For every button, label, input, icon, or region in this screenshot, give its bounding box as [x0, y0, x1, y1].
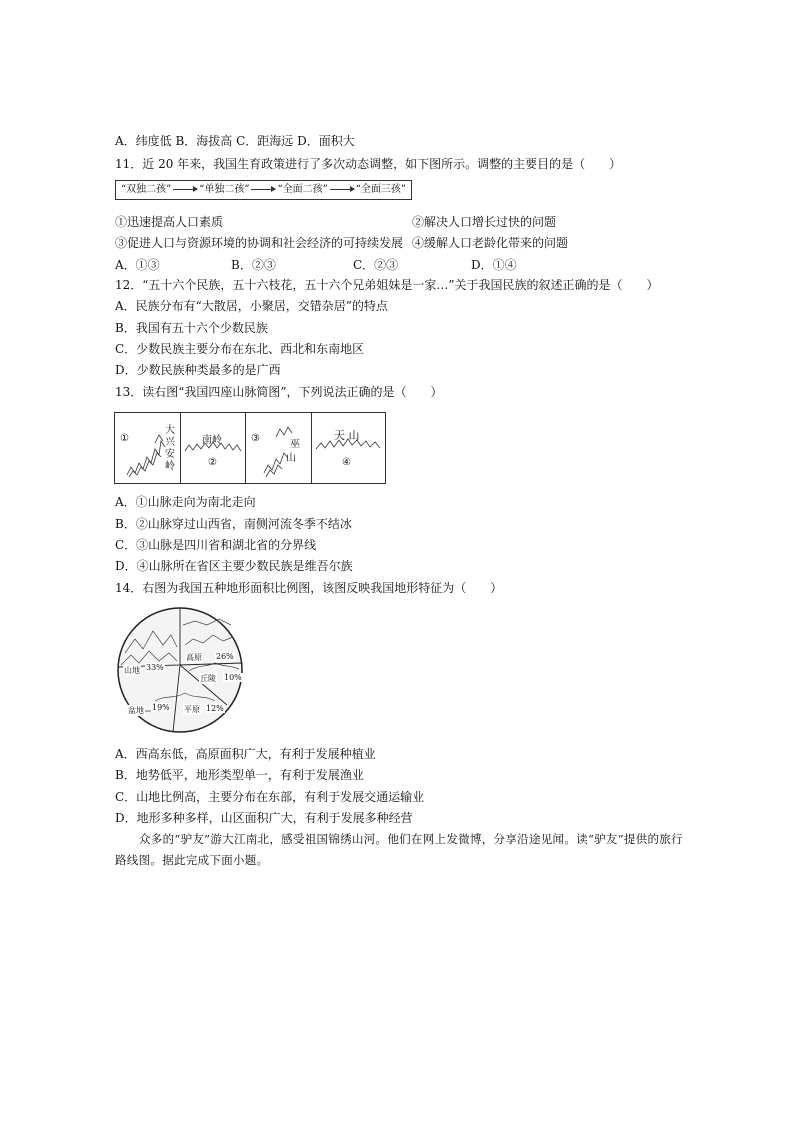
- mountain-1-name-char-2: 兴: [165, 437, 175, 448]
- q13-option-c: C．③山脉是四川省和湖北省的分界线: [115, 538, 317, 552]
- q11-items-row-1: [115, 213, 675, 229]
- mountain-4-panel: [312, 413, 385, 483]
- mountain-4-number: ④: [342, 457, 351, 468]
- terrain-area-pie-figure: [115, 605, 245, 735]
- mountain-1-name-char-3: 安: [165, 449, 175, 460]
- q11-stem: 11．近 20 年来，我国生育政策进行了多次动态调整，如下图所示。调整的主要目的是（ ）: [115, 157, 622, 171]
- mountain-3-panel: [246, 413, 312, 483]
- q11-option-b: B．②③: [231, 258, 276, 272]
- pie-pct-mountain: 33%: [146, 663, 164, 672]
- q13-option-a: A．①山脉走向为南北走向: [115, 495, 256, 509]
- mountain-1-name-char-4: 岭: [165, 461, 175, 472]
- mountain-3-number: ③: [251, 433, 260, 444]
- mountain-4-name: 天 山: [334, 429, 360, 442]
- q12-stem: 12．“五十六个民族，五十六枝花，五十六个兄弟姐妹是一家…”关于我国民族的叙述正确的是（ ）: [115, 278, 659, 292]
- q14-option-b: B．地势低平，地形类型单一，有利于发展渔业: [115, 768, 364, 782]
- q14-option-a: A．西高东低，高原面积广大，有利于发展种植业: [115, 747, 376, 761]
- q11-item-4: ④缓解人口老龄化带来的问题: [412, 236, 569, 250]
- mountain-3-name-char-2: 山: [286, 453, 296, 464]
- pie-label-mountain: 山地: [124, 666, 140, 675]
- reading-passage: 众多的“驴友”游大江南北，感受祖国锦绣山河。他们在网上发微博，分享沿途见闻。读“驴友”提供的旅行路线图。据此完成下面小题。: [115, 832, 683, 867]
- pie-pct-plateau: 26%: [216, 652, 234, 661]
- mountain-2-name: 南岭: [202, 435, 222, 446]
- q13-option-b: B．②山脉穿过山西省，南侧河流冬季不结冰: [115, 517, 352, 531]
- q11-option-a: A．①③: [115, 258, 160, 272]
- q10-options: A．纬度低 B．海拔高 C．距海远 D．面积大: [115, 134, 355, 148]
- mountain-ranges-figure: [114, 412, 386, 484]
- q13-option-d: D．④山脉所在省区主要少数民族是维吾尔族: [115, 559, 353, 573]
- mountain-2-panel: [181, 413, 246, 483]
- q14-stem: 14．右图为我国五种地形面积比例图，该图反映我国地形特征为（ ）: [115, 581, 503, 595]
- pie-pct-plain: 12%: [206, 704, 224, 713]
- q11-item-3: ③促进人口与资源环境的协调和社会经济的可持续发展: [115, 236, 404, 250]
- mountain-1-name-char-1: 大: [165, 425, 175, 436]
- q12-option-d: D．少数民族种类最多的是广西: [115, 363, 281, 377]
- q12-option-a: A．民族分布有“大散居，小聚居，交错杂居”的特点: [115, 299, 388, 313]
- pie-pct-basin: 19%: [152, 703, 170, 712]
- chain-step-1: “双独二孩”: [121, 184, 172, 195]
- mountain-2-range-drawing: [181, 413, 246, 483]
- pie-label-plateau: 高原: [186, 653, 202, 662]
- arrow-right-icon: [251, 189, 275, 190]
- mountain-1-panel: [115, 413, 181, 483]
- policy-chain-diagram: [115, 180, 412, 200]
- pie-label-hills: 丘陵: [200, 674, 216, 683]
- mountain-4-range-drawing: [312, 413, 385, 483]
- q13-stem: 13．读右图“我国四座山脉简图”，下列说法正确的是（ ）: [115, 385, 443, 399]
- chain-step-3: “全面二孩”: [277, 184, 328, 195]
- pie-pct-hills: 10%: [224, 673, 242, 682]
- mountain-1-number: ①: [120, 433, 129, 444]
- pie-label-plain: 平原: [184, 705, 200, 714]
- q11-item-2: ②解决人口增长过快的问题: [412, 215, 557, 229]
- arrow-right-icon: [173, 189, 197, 190]
- q11-items-row-2: [115, 234, 675, 250]
- mountain-2-number: ②: [208, 457, 217, 468]
- q12-option-b: B．我国有五十六个少数民族: [115, 321, 268, 335]
- q14-option-c: C．山地比例高，主要分布在东部，有利于发展交通运输业: [115, 790, 425, 804]
- q11-option-d: D．①④: [471, 258, 517, 272]
- chain-step-4: “全面三孩”: [355, 184, 406, 195]
- mountain-3-range-drawing: [246, 413, 312, 483]
- q14-option-d: D．地形多种多样，山区面积广大，有利于发展多种经营: [115, 811, 413, 825]
- mountain-3-name-char-1: 巫: [290, 439, 300, 450]
- pie-label-basin: 盆地: [128, 706, 144, 715]
- q11-option-c: C．②③: [353, 258, 399, 272]
- chain-step-2: “单独二孩”: [199, 184, 250, 195]
- arrow-right-icon: [330, 189, 354, 190]
- q11-options: [115, 256, 615, 272]
- q12-option-c: C．少数民族主要分布在东北、西北和东南地区: [115, 342, 365, 356]
- q11-item-1: ①迅速提高人口素质: [115, 215, 224, 229]
